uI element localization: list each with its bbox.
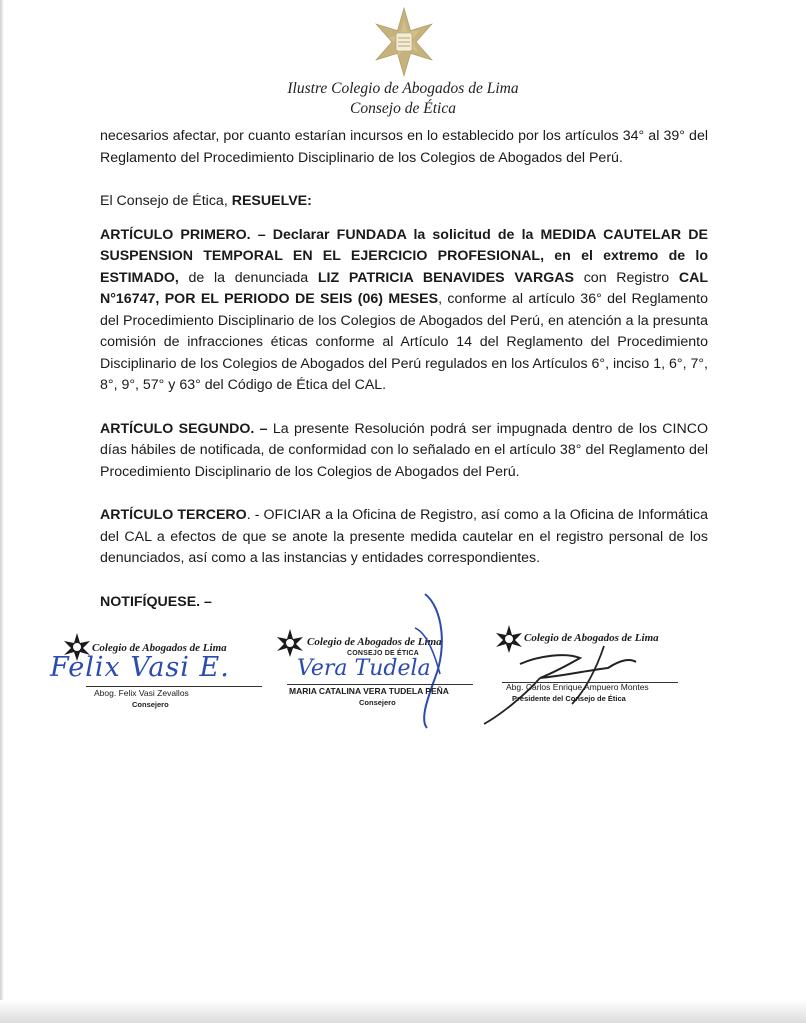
seal-text-3: Colegio de Abogados de Lima	[524, 632, 659, 644]
article-second-text: La presente Resolución podrá ser impugnada dentro de los CINCO días hábiles de notificada, de conformidad con lo señalado en el artículo 38° del Reglamento del Procedimiento Disciplinario de los Colegios de Abogados del Perú.	[100, 420, 708, 480]
intro-paragraph: necesarios afectar, por cuanto estarían incursos en lo establecido por los artículos 34° al 39° del Reglamento del Procedimiento Disciplinario de los Colegios de Abogados del Perú.	[100, 128, 708, 166]
registry-and-period: CAL N°16747, POR EL PERIODO DE SEIS (06) MESES	[100, 269, 709, 307]
council-name: Consejo de Ética	[350, 100, 456, 117]
page-edge-shadow	[0, 0, 4, 1023]
signature-stroke-3	[480, 620, 700, 730]
notify-line: NOTIFÍQUESE. –	[100, 593, 212, 610]
seal-text-1: Colegio de Abogados de Lima	[92, 642, 227, 654]
resuelve-keyword: RESUELVE:	[231, 193, 312, 209]
signature-block-3	[480, 620, 700, 730]
signer-role-1: Consejero	[132, 700, 169, 709]
signature-line-1	[86, 686, 262, 687]
signature-block-2	[275, 588, 480, 733]
handwritten-signature-2: Vera Tudela	[297, 656, 431, 681]
article-first	[100, 225, 708, 397]
signature-block-1	[50, 628, 270, 718]
article-first-text-2: con Registro	[574, 269, 679, 286]
denounced-name: LIZ PATRICIA BENAVIDES VARGAS	[317, 269, 574, 286]
article-first-text-1: de la denunciada	[178, 269, 318, 286]
article-third-heading: ARTÍCULO TERCERO	[100, 507, 247, 523]
resuelve-paragraph	[100, 191, 708, 213]
article-third	[100, 505, 708, 570]
article-second	[100, 419, 708, 484]
star-emblem-icon	[368, 6, 440, 78]
article-first-text-3: , conforme al artículo 36° del Reglamento del Procedimiento Disciplinario de los Colegios de Abogados del Perú, en atención a la presunta comisión de infracciones éticas conforme al Artículo 14 del Reglamento del Procedimiento Disciplinario de los Colegios de Abogados del Perú regulados en los Artículos 6°, inciso 1, 6°, 7°, 8°, 9°, 57° y 63° del Código de Ética del CAL.	[100, 291, 708, 393]
article-third-text: . - OFICIAR a la Oficina de Registro, así como a la Oficina de Informática del CAL a efectos de que se anote la presente medida cautelar en el registro personal de los denunciados, así como a las instancias y entidades correspondientes.	[100, 507, 708, 566]
article-second-heading: ARTÍCULO SEGUNDO. –	[100, 420, 268, 437]
signer-role-2: Consejero	[359, 698, 396, 707]
seal-text-2: Colegio de Abogados de Lima	[307, 636, 442, 648]
page-bottom-shadow	[0, 1000, 806, 1023]
resolution-body	[100, 126, 708, 635]
signer-role-3: Presidente del Consejo de Ética	[512, 694, 626, 703]
signer-name-3: Abg. Carlos Enrique Ampuero Montes	[506, 682, 649, 692]
seal-subtext-2: CONSEJO DE ÉTICA	[347, 650, 420, 657]
article-first-heading: ARTÍCULO PRIMERO. – Declarar FUNDADA la solicitud de la MEDIDA CAUTELAR DE SUSPENSION TEMPORAL EN EL EJERCICIO PROFESIONAL, en el extremo de lo ESTIMADO,	[100, 226, 708, 286]
resuelve-prefix: El Consejo de Ética,	[100, 193, 232, 209]
handwritten-signature-1: Felix Vasi E.	[50, 652, 230, 683]
signer-name-2: MARIA CATALINA VERA TUDELA PEÑA	[289, 686, 449, 696]
institution-name: Ilustre Colegio de Abogados de Lima	[287, 80, 519, 97]
signer-name-1: Abog. Felix Vasi Zevallos	[94, 688, 189, 698]
signature-line-2	[287, 684, 473, 685]
